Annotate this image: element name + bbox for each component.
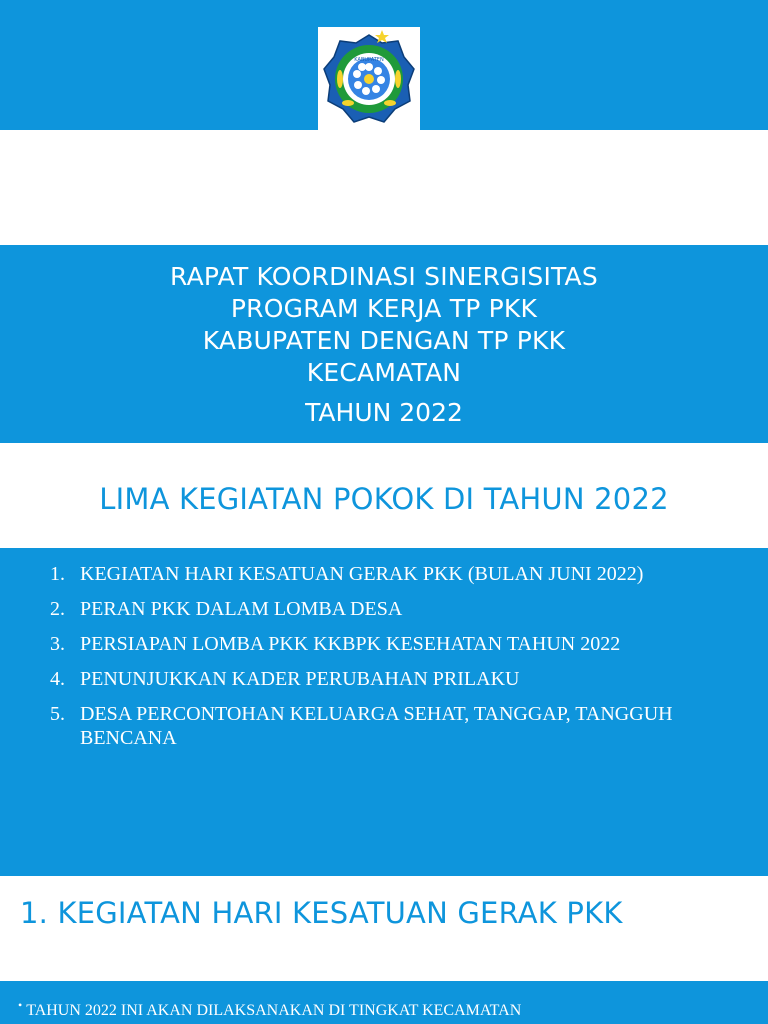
list-item <box>50 597 690 621</box>
list-item <box>50 667 690 691</box>
page-title <box>0 261 768 429</box>
activity-list <box>50 562 690 761</box>
list-item <box>50 562 690 586</box>
subtitle: LIMA KEGIATAN POKOK DI TAHUN 2022 <box>99 482 669 516</box>
list-item-number: 3. <box>50 633 65 655</box>
bullet-text: TAHUN 2022 INI AKAN DILAKSANAKAN DI TINGKAT KECAMATAN <box>26 1002 522 1019</box>
emblem-text: KABUPATEN <box>354 57 384 63</box>
title-line-3: KABUPATEN DENGAN TP PKK <box>202 326 566 355</box>
list-item <box>50 632 690 656</box>
header-band <box>0 0 768 130</box>
bullet-item <box>18 995 521 1021</box>
activities-band <box>0 548 768 876</box>
list-item-text: KEGIATAN HARI KESATUAN GERAK PKK (BULAN JUNI 2022) <box>80 563 644 585</box>
list-item-text: DESA PERCONTOHAN KELUARGA SEHAT, TANGGAP, TANGGUH BENCANA <box>80 703 673 749</box>
title-line-1: RAPAT KOORDINASI SINERGISITAS <box>170 262 598 291</box>
bullet-dot-icon: • <box>18 998 23 1012</box>
title-line-2: PROGRAM KERJA TP PKK <box>230 294 538 323</box>
list-item-text: PERSIAPAN LOMBA PKK KKBPK KESEHATAN TAHUN 2022 <box>80 633 621 655</box>
bullet-band <box>0 981 768 1024</box>
title-band <box>0 245 768 443</box>
list-item-number: 5. <box>50 703 65 725</box>
list-item-number: 1. <box>50 563 65 585</box>
list-item-number: 4. <box>50 668 65 690</box>
section-heading: 1. KEGIATAN HARI KESATUAN GERAK PKK <box>20 896 623 930</box>
title-year: TAHUN 2022 <box>305 398 463 427</box>
list-item <box>50 702 690 750</box>
emblem-icon <box>318 27 420 130</box>
list-item-number: 2. <box>50 598 65 620</box>
list-item-text: PERAN PKK DALAM LOMBA DESA <box>80 598 403 620</box>
title-line-4: KECAMATAN <box>306 358 462 387</box>
list-item-text: PENUNJUKKAN KADER PERUBAHAN PRILAKU <box>80 668 520 690</box>
logo <box>318 27 420 130</box>
